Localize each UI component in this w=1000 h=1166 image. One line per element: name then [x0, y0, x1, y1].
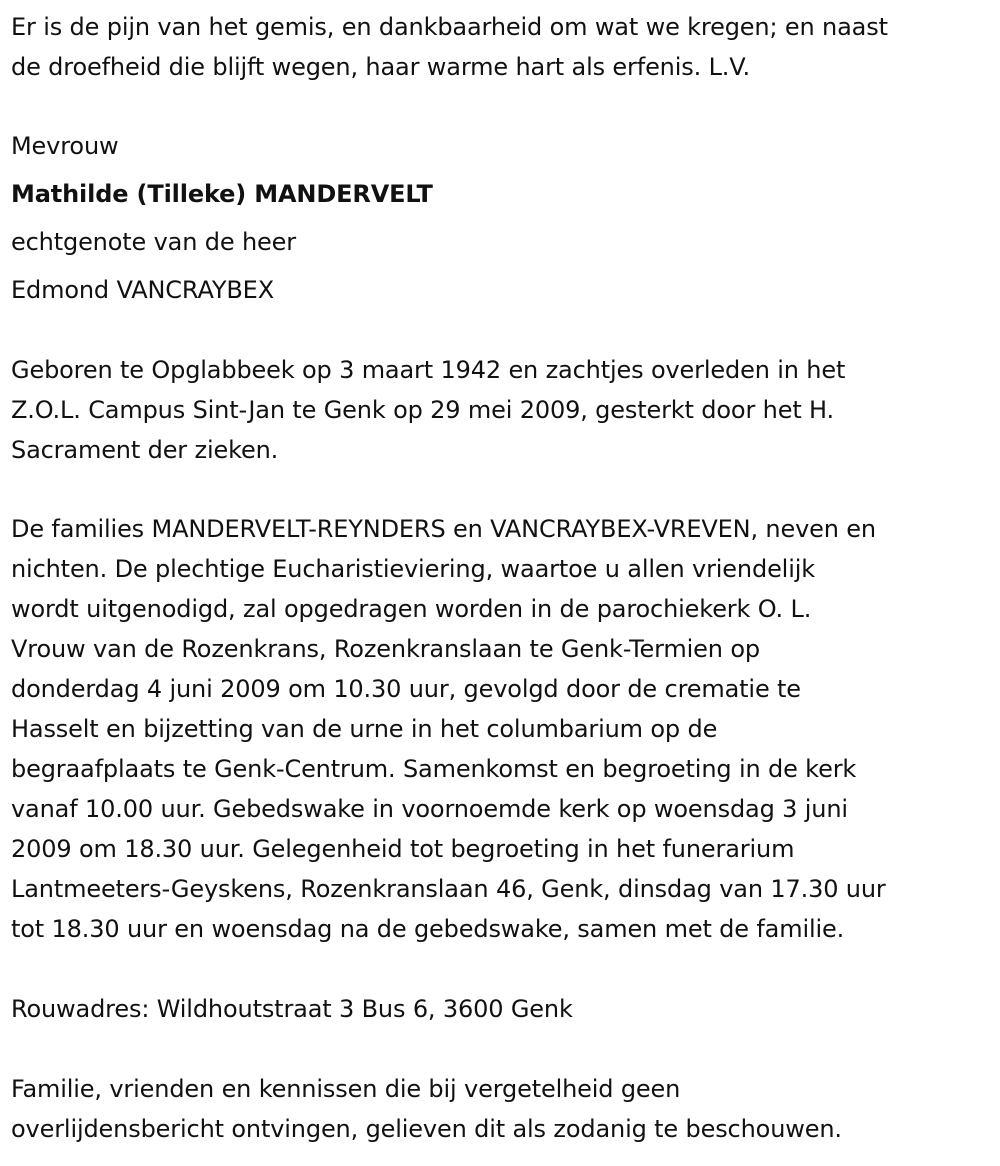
funeral-details-line: De families MANDERVELT-REYNDERS en VANCRAYBEX-VREVEN, neven en — [11, 515, 876, 543]
funeral-details-line: wordt uitgenodigd, zal opgedragen worden in de parochiekerk O. L. — [11, 595, 812, 623]
funeral-details-line: 2009 om 18.30 uur. Gelegenheid tot begroeting in het funerarium — [11, 835, 795, 863]
funeral-details-line: tot 18.30 uur en woensdag na de gebedswake, samen met de familie. — [11, 915, 845, 943]
birth-death-line: Geboren te Opglabbeek op 3 maart 1942 en zachtjes overleden in het — [11, 356, 846, 384]
birth-death-line: Sacrament der zieken. — [11, 436, 279, 464]
spouse-line: Edmond VANCRAYBEX — [11, 276, 274, 304]
spouse-line: echtgenote van de heer — [11, 228, 296, 256]
funeral-details-line: begraafplaats te Genk-Centrum. Samenkomst en begroeting in de kerk — [11, 755, 857, 783]
closing-line: overlijdensbericht ontvingen, gelieven dit als zodanig te beschouwen. — [11, 1115, 842, 1143]
funeral-details-line: Lantmeeters-Geyskens, Rozenkranslaan 46, Genk, dinsdag van 17.30 uur — [11, 875, 886, 903]
mourning-address: Rouwadres: Wildhoutstraat 3 Bus 6, 3600 Genk — [11, 995, 573, 1023]
salutation: Mevrouw — [11, 132, 119, 160]
verse-line: de droefheid die blijft wegen, haar warme hart als erfenis. L.V. — [11, 53, 750, 81]
deceased-name: Mathilde (Tilleke) MANDERVELT — [11, 180, 433, 208]
verse-line: Er is de pijn van het gemis, en dankbaarheid om wat we kregen; en naast — [11, 13, 888, 41]
funeral-details-line: donderdag 4 juni 2009 om 10.30 uur, gevolgd door de crematie te — [11, 675, 801, 703]
funeral-details-line: Hasselt en bijzetting van de urne in het columbarium op de — [11, 715, 718, 743]
funeral-details-line: Vrouw van de Rozenkrans, Rozenkranslaan te Genk-Termien op — [11, 635, 760, 663]
closing-line: Familie, vrienden en kennissen die bij vergetelheid geen — [11, 1075, 681, 1103]
funeral-details-line: nichten. De plechtige Eucharistieviering, waartoe u allen vriendelijk — [11, 555, 815, 583]
birth-death-line: Z.O.L. Campus Sint-Jan te Genk op 29 mei 2009, gesterkt door het H. — [11, 396, 835, 424]
funeral-details-line: vanaf 10.00 uur. Gebedswake in voornoemde kerk op woensdag 3 juni — [11, 795, 848, 823]
